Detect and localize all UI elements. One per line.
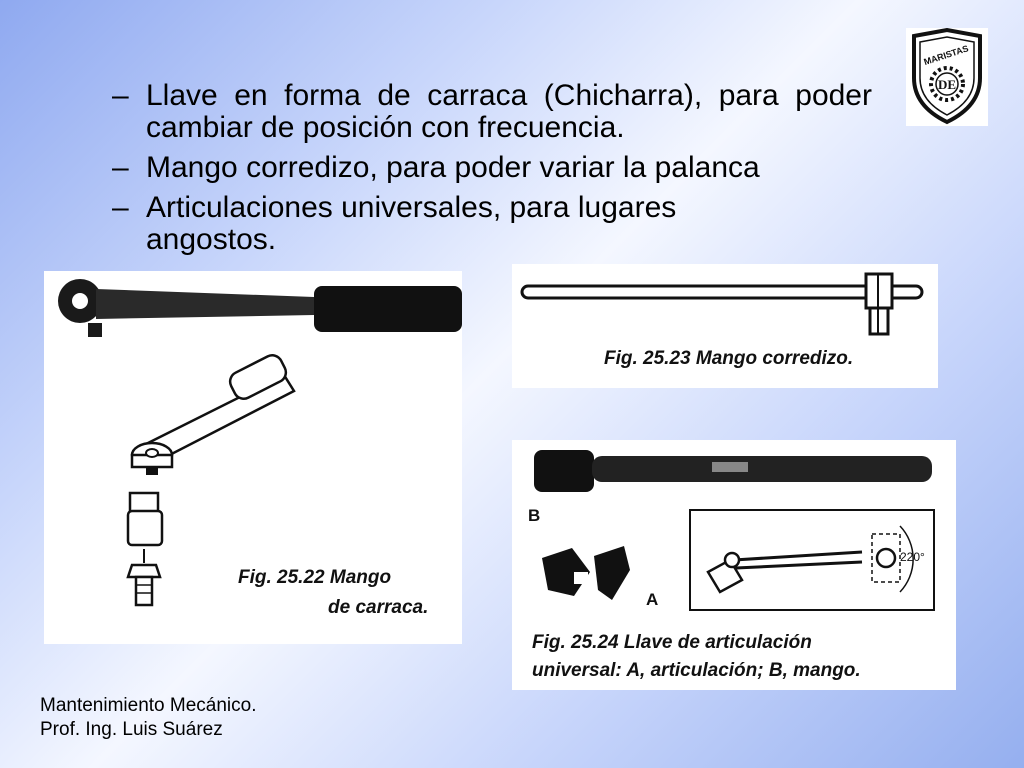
figure-caption-line1: Fig. 25.24 Llave de articulación [532,632,812,653]
shield-icon [906,28,988,126]
school-logo [906,28,988,126]
angle-label: 220° [900,550,925,564]
footer [40,694,257,742]
label-b: B [528,506,541,525]
bullet-item-universal-joint [112,192,872,256]
footer-course: Mantenimiento Mecánico. [40,695,257,716]
bullet-text: Llave en forma de carraca (Chicharra), para poder cambiar de posición con frecuencia. [146,79,872,144]
logo-text: MARISTAS [922,43,970,68]
figure-sliding-handle [512,264,938,388]
bullet-text: Articulaciones universales, para lugares angostos. [146,191,677,256]
figure-caption-line2: de carraca. [328,597,429,618]
figure-caption: Fig. 25.23 Mango corredizo. [604,348,854,369]
figure-caption-line1: Fig. 25.22 Mango [238,567,392,588]
bullet-list [112,80,872,264]
bullet-dash: – [112,79,129,112]
logo-monogram: DE [937,77,957,92]
figure-caption-line2: universal: A, articulación; B, mango. [532,660,861,681]
figure-ratchet [44,271,462,644]
bullet-item-sliding-handle [112,152,872,184]
bullet-text: Mango corredizo, para poder variar la palanca [146,151,760,184]
label-a: A [646,590,659,609]
footer-author: Prof. Ing. Luis Suárez [40,719,223,740]
bullet-dash: – [112,191,129,224]
figure-universal-joint [512,440,956,690]
bullet-dash: – [112,151,129,184]
bullet-item-ratchet [112,80,872,144]
